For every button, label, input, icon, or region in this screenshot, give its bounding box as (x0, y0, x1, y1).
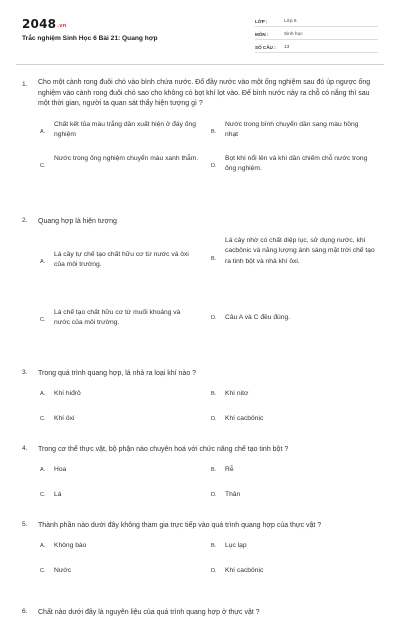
option-text: Rễ (225, 465, 234, 473)
option-letter: B. (211, 390, 217, 397)
question-6 (0, 608, 400, 622)
option-d[interactable] (211, 566, 371, 577)
question-list (0, 78, 400, 622)
option-letter: C. (40, 491, 46, 498)
option-letter: A. (40, 258, 46, 265)
meta-label: LỚP : (255, 19, 268, 24)
question-5 (0, 521, 400, 597)
option-text: Khí nitơ (225, 389, 249, 397)
option-text: Nước trong bình chuyển dần sang màu hồng nhạt (225, 120, 359, 138)
option-text: Khí cacbônic (225, 414, 264, 422)
option-text: Nước (54, 566, 72, 574)
option-b[interactable] (211, 120, 371, 141)
option-b[interactable] (211, 236, 379, 268)
question-number: 6. (22, 608, 28, 615)
question-number: 1. (22, 81, 28, 88)
meta-row-question-count (255, 40, 378, 53)
site-logo[interactable] (22, 17, 67, 31)
option-text: Lá cây tự chế tạo chất hữu cơ từ nước và ôxi của môi trường. (54, 250, 189, 268)
meta-info-block (255, 14, 378, 53)
logo-sub-text: .vn (57, 23, 67, 29)
option-letter: D. (211, 162, 217, 169)
question-4 (0, 445, 400, 509)
question-text: Quang hợp là hiện tượng (38, 218, 117, 225)
question-1 (0, 78, 400, 186)
option-letter: D. (211, 491, 217, 498)
question-2 (0, 217, 400, 347)
option-c[interactable] (40, 308, 194, 329)
option-text: Chất kết tủa màu trắng dần xuất hiện ở đáy ống nghiệm (54, 120, 196, 138)
option-grid (0, 236, 400, 346)
question-number: 2. (22, 217, 28, 224)
question-text: Chất nào dưới đây là nguyên liệu của quá trình quang hợp ở thực vật ? (38, 609, 260, 616)
option-letter: D. (211, 567, 217, 574)
option-b[interactable] (211, 465, 371, 476)
option-d[interactable] (211, 313, 379, 324)
option-text: Bọt khí nổi lên và khí dần chiếm chỗ nước trong ống nghiệm. (225, 154, 368, 172)
option-c[interactable] (40, 490, 194, 501)
option-letter: B. (211, 466, 217, 473)
meta-value: Sinh học (284, 32, 303, 37)
question-text: Trong quá trình quang hợp, lá nhả ra loại khí nào ? (38, 370, 197, 377)
option-letter: A. (40, 128, 46, 135)
option-letter: D. (211, 314, 217, 321)
option-grid (0, 389, 400, 433)
meta-row-subject (255, 27, 378, 40)
question-text: Trong cơ thể thực vật, bộ phận nào chuyên hoá với chức năng chế tạo tinh bột ? (38, 446, 289, 453)
option-letter: A. (40, 542, 46, 549)
option-d[interactable] (211, 154, 379, 175)
option-a[interactable] (40, 465, 194, 476)
meta-row-grade (255, 14, 378, 27)
question-text: Cho một cành rong đuôi chó vào bình chứa nước. Đổ đầy nước vào một ống nghiệm sau đó úp ngược ống nghiệm vào cành rong đuôi chó sao cho không có bọt khí lọt vào. Để bình nước này ra chỗ có nắng thì sau một thời gian, người ta quan sát thấy hiện tượng gì ? (38, 79, 371, 107)
meta-value: Lớp 6 (284, 19, 297, 24)
question-number: 3. (22, 369, 28, 376)
option-text: Hoa (54, 465, 67, 473)
option-text: Khí hiđrô (54, 389, 81, 397)
option-text: Lá (54, 490, 62, 498)
option-d[interactable] (211, 490, 371, 501)
option-text: Nước trong ống nghiệm chuyển màu xanh thẫm. (54, 154, 199, 162)
option-text: Lá chế tạo chất hữu cơ từ muối khoáng và nước của môi trường. (54, 308, 181, 326)
option-b[interactable] (211, 541, 371, 552)
meta-label: MÔN : (255, 32, 269, 37)
option-text: Lá cây nhờ có chất diệp lục, sử dụng nước, khí cacbônic và năng lượng ánh sáng mặt trời chế tạo ra tinh bột và nhả khí ôxi. (225, 236, 375, 265)
option-grid (0, 465, 400, 509)
option-letter: A. (40, 390, 46, 397)
option-letter: D. (211, 415, 217, 422)
question-3 (0, 369, 400, 433)
question-number: 4. (22, 445, 28, 452)
option-text: Khí cacbônic (225, 566, 264, 574)
option-text: Không bào (54, 541, 87, 549)
meta-label: SỐ CÂU : (255, 45, 276, 50)
option-letter: C. (40, 162, 46, 169)
option-a[interactable] (40, 250, 194, 271)
option-text: Câu A và C đều đúng. (225, 313, 291, 321)
option-letter: C. (40, 567, 46, 574)
option-text: Khí ôxi (54, 414, 75, 422)
option-text: Thân (225, 490, 241, 498)
question-text: Thành phần nào dưới đây không tham gia trực tiếp vào quá trình quang hợp của thực vật ? (38, 522, 322, 529)
option-grid (0, 118, 400, 182)
option-text: Lục lạp (225, 541, 247, 549)
option-letter: C. (40, 415, 46, 422)
option-c[interactable] (40, 154, 210, 169)
option-letter: B. (211, 542, 217, 549)
meta-value: 13 (284, 45, 290, 50)
option-a[interactable] (40, 120, 196, 141)
logo-main-text: 2048 (22, 17, 57, 31)
document-title: Trắc nghiệm Sinh Học 6 Bài 21: Quang hợp (22, 35, 158, 42)
option-a[interactable] (40, 541, 194, 552)
option-letter: C. (40, 316, 46, 323)
option-letter: A. (40, 466, 46, 473)
option-c[interactable] (40, 414, 194, 425)
option-d[interactable] (211, 414, 371, 425)
option-letter: B. (211, 128, 217, 135)
option-b[interactable] (211, 389, 371, 400)
header-divider (16, 64, 384, 65)
question-number: 5. (22, 521, 28, 528)
option-c[interactable] (40, 566, 194, 577)
option-grid (0, 541, 400, 585)
option-letter: B. (211, 255, 217, 262)
option-a[interactable] (40, 389, 194, 400)
